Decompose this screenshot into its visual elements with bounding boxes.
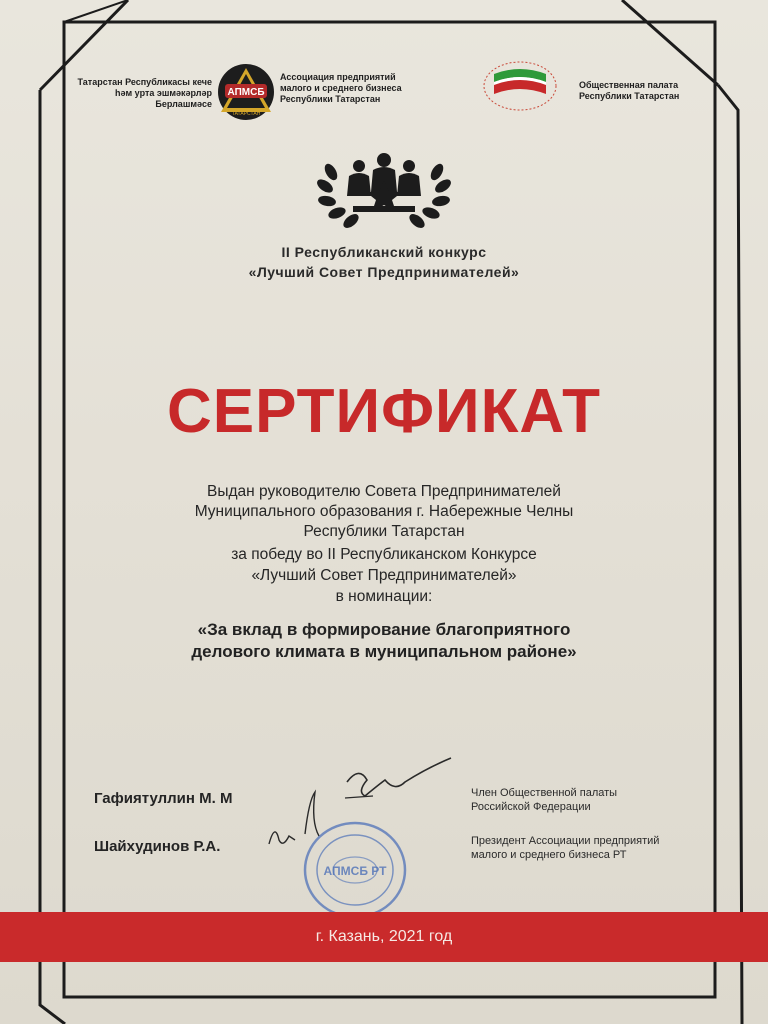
body-text-line: Республики Татарстан [303,523,465,540]
organization-stamp [300,818,410,922]
header-right-org: Общественная палата Республики Татарстан [579,80,680,101]
signatory-name-2: Шайхудинов Р.А. [94,838,221,855]
signatory-role-2: Президент Ассоциации предприятий малого и среднего бизнеса РТ [471,835,660,861]
certificate-title: СЕРТИФИКАТ [167,377,601,446]
contest-name-line-2: «Лучший Совет Предпринимателей» [248,264,520,280]
body-text-line: Муниципального образования г. Набережные Челны [194,503,574,520]
signatory-role-1: Член Общественной палаты Российской Федерации [471,787,618,813]
footer-place-date: г. Казань, 2021 год [315,928,453,945]
nomination-line: делового климата в муниципальном районе» [191,642,577,661]
body-text-line: в номинации: [335,588,433,605]
header-left-org: Татарстан Республикасы кече һәм урта эшмәкәрләр Берлашмәсе [77,77,212,109]
body-text-line: за победу во II Республиканском Конкурсе [231,546,537,563]
header-mid-org: Ассоциация предприятий малого и среднего бизнеса Республики Татарстан [280,72,402,104]
body-text-line: Выдан руководителю Совета Предпринимателей [207,483,561,500]
stamp-text: АПМСБ РТ [323,864,387,878]
contest-name-line-1: II Республиканский конкурс [281,244,487,260]
tatarstan-flag-logo [480,56,560,112]
apmsb-logo [215,62,277,122]
apmsb-logo-text: АПМСБ [227,87,265,98]
body-text-line: «Лучший Совет Предпринимателей» [251,567,517,584]
signatory-name-1: Гафиятуллин М. М [94,790,233,807]
apmsb-logo-subtext: ТАТАРСТАН [231,111,261,117]
nomination-line: «За вклад в формирование благоприятного [197,620,571,639]
laurel-wreath-icon [313,150,455,230]
